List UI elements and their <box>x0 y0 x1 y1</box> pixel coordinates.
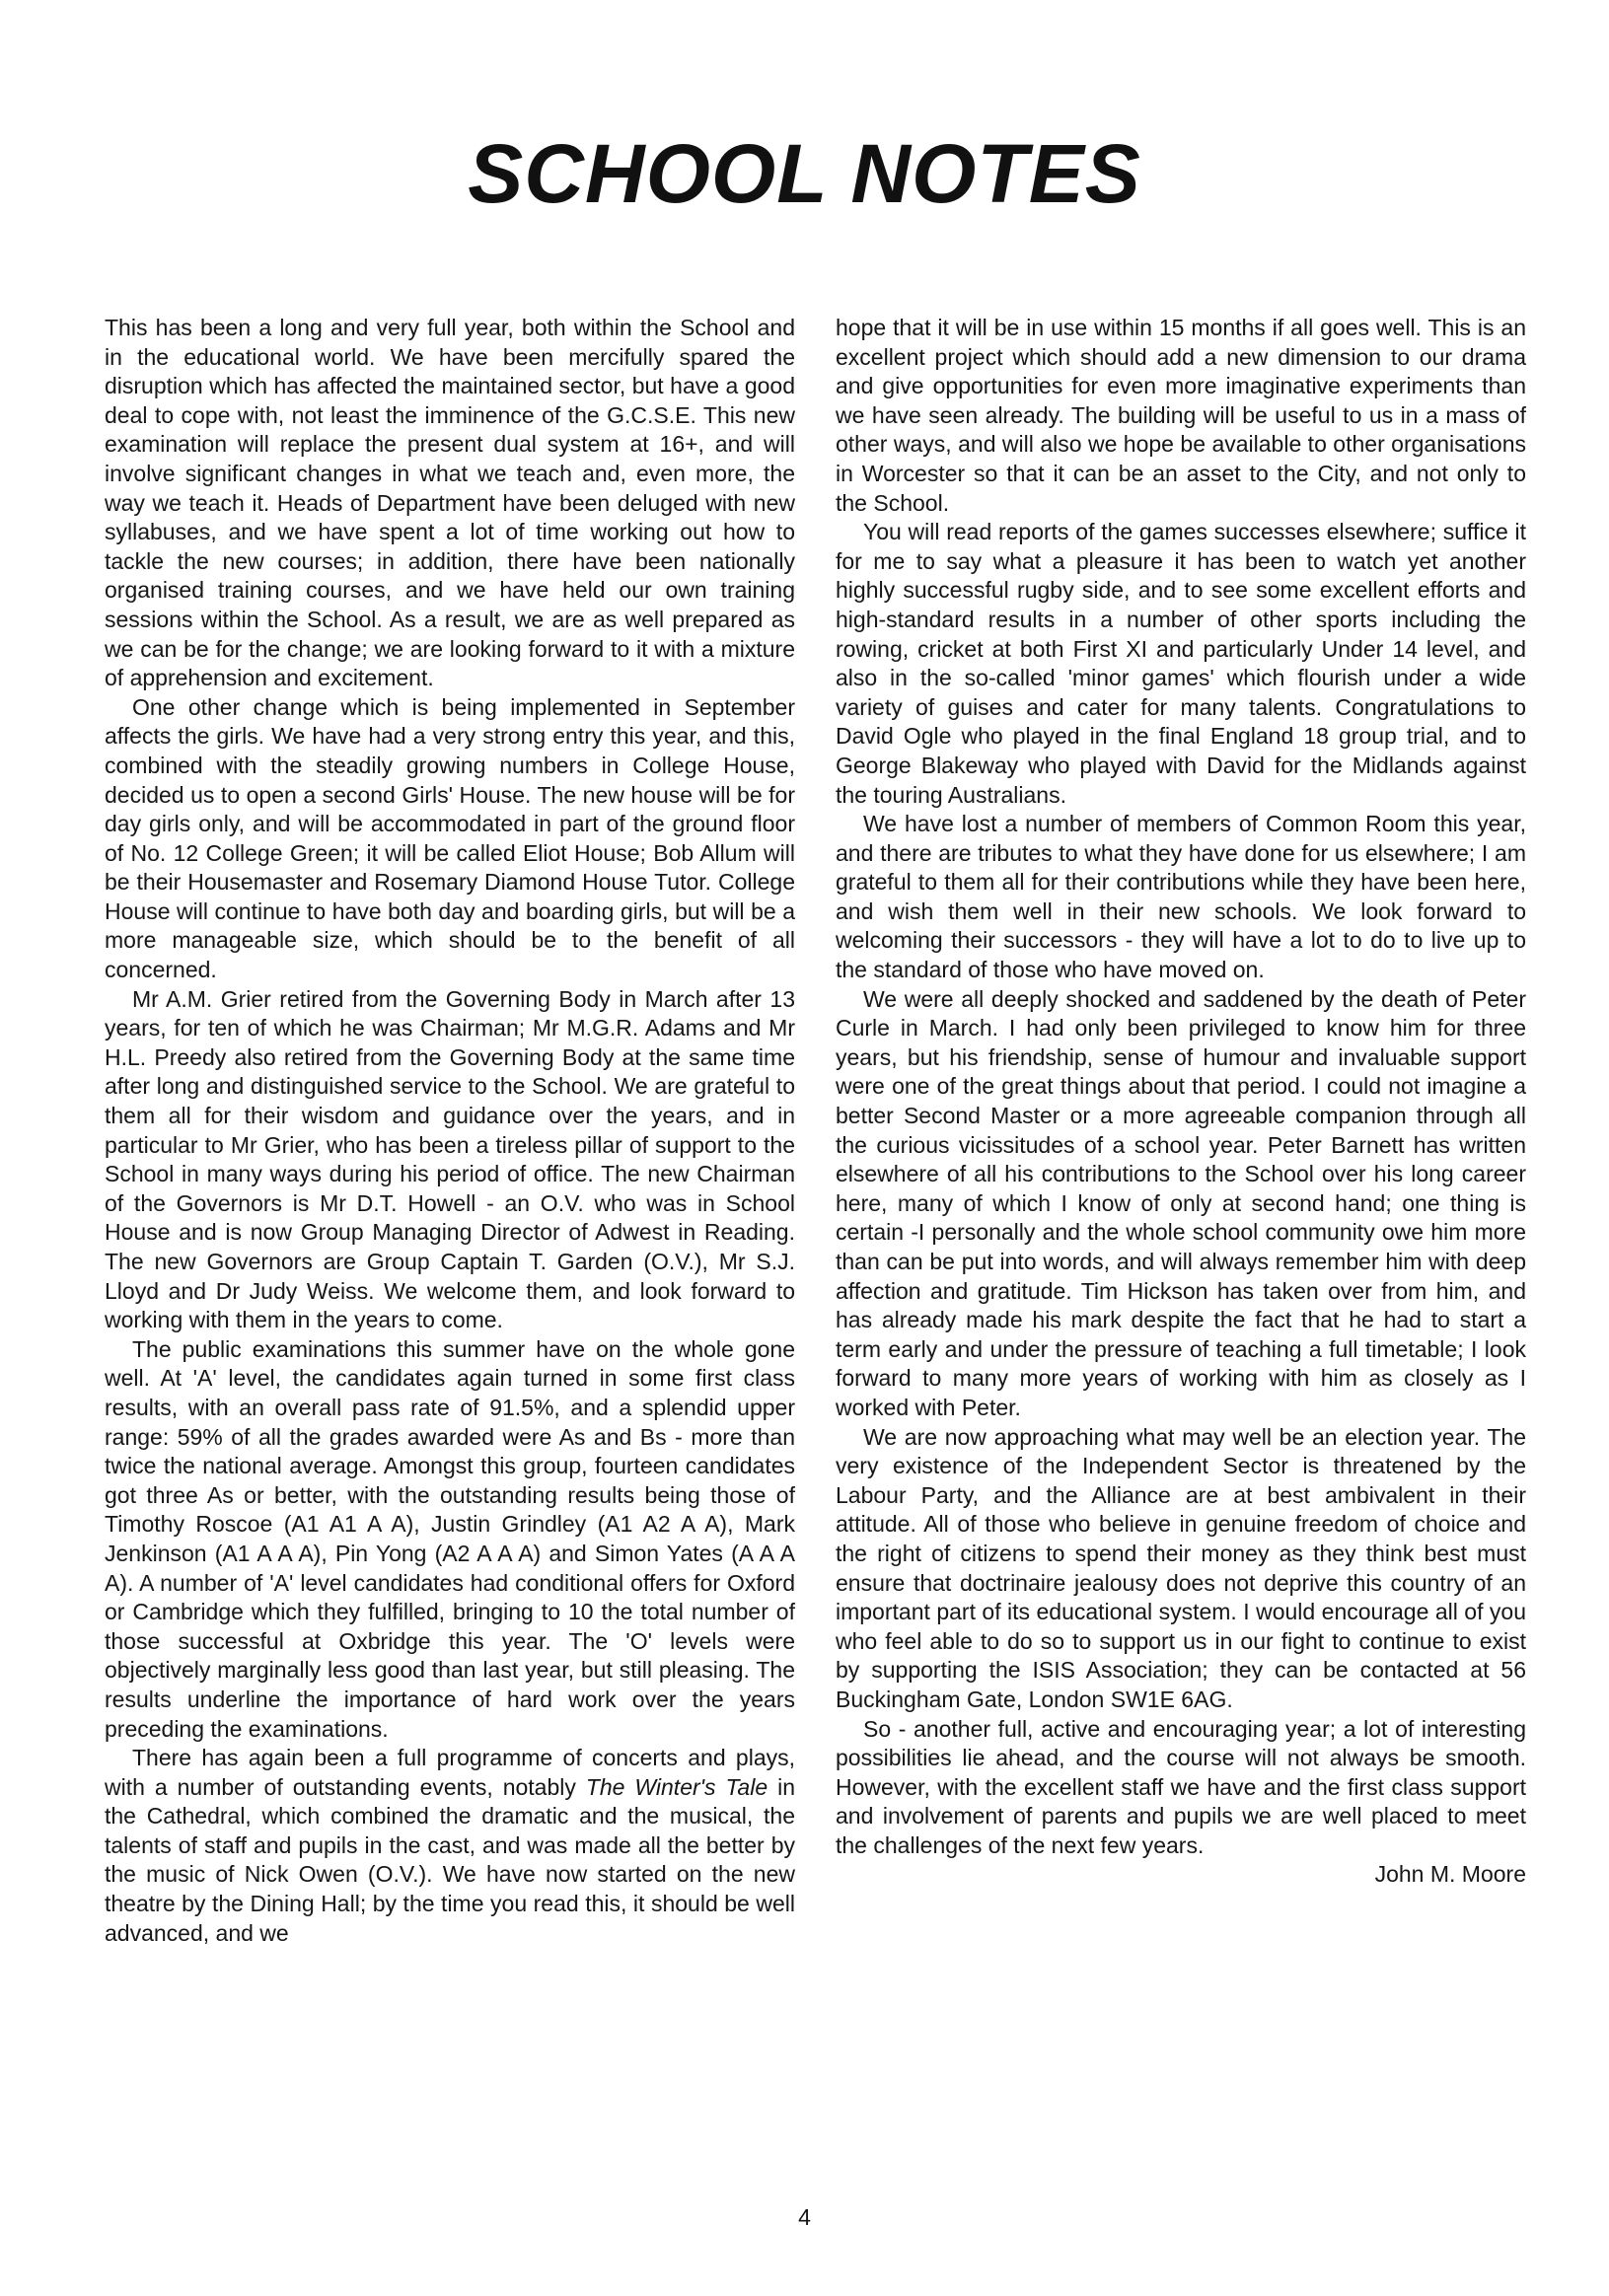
page-title: SCHOOL NOTES <box>468 127 1141 220</box>
paragraph: We were all deeply shocked and saddened by the death of Peter Curle in March. I had only been privileged to know him for three years, but his friendship, sense of humour and invaluable support were one of the great things about that period. I could not imagine a better Second Master or a more agreeable companion through all the curious vicissitudes of a school year. Peter Barnett has written elsewhere of all his contributions to the School over his long career here, many of which I know of only at second hand; one thing is certain -I personally and the whole school community owe him more than can be put into words, and will always remember him with deep affection and gratitude. Tim Hickson has taken over from him, and has already made his mark despite the fact that he had to start a term early and under the pressure of teaching a full timetable; I look forward to many more years of working with him as closely as I worked with Peter. <box>836 985 1526 1420</box>
paragraph: The public examinations this summer have on the whole gone well. At 'A' level, the candidates again turned in some first class results, with an overall pass rate of 91.5%, and a splendid upper range: 59% of all the grades awarded were As and Bs - more than twice the national average. Amongst this group, fourteen candidates got three As or better, with the outstanding results being those of Timothy Roscoe (A1 A1 A A), Justin Grindley (A1 A2 A A), Mark Jenkinson (A1 A A A), Pin Yong (A2 A A A) and Simon Yates (A A A A). A number of 'A' level candidates had conditional offers for Oxford or Cambridge which they fulfilled, bringing to 10 the total number of those successful at Oxbridge this year. The 'O' levels were objectively marginally less good than last year, but still pleasing. The results underline the importance of hard work over the years preceding the examinations. <box>105 1335 795 1742</box>
signature: John M. Moore <box>1374 1861 1526 1888</box>
play-title: The Winter's Tale <box>585 1773 768 1800</box>
left-column <box>105 314 795 1948</box>
paragraph-text: There has again been a full programme of concerts and plays, with a number of outstanding events, notably <box>105 1745 795 1800</box>
paragraph <box>105 1744 795 1948</box>
page-number: 4 <box>798 2204 811 2230</box>
paragraph: This has been a long and very full year, both within the School and in the educational world. We have been mercifully spared the disruption which has affected the maintained sector, but have a good deal to cope with, not least the imminence of the G.C.S.E. This new examination will replace the present dual system at 16+, and will involve significant changes in what we teach and, even more, the way we teach it. Heads of Department have been deluged with new syllabuses, and we have spent a lot of time working out how to tackle the new courses; in addition, there have been nationally organised training courses, and we have held our own training sessions within the School. As a result, we are as well prepared as we can be for the change; we are looking forward to it with a mixture of apprehension and excitement. <box>105 315 795 691</box>
paragraph: Mr A.M. Grier retired from the Governing Body in March after 13 years, for ten of which he was Chairman; Mr M.G.R. Adams and Mr H.L. Preedy also retired from the Governing Body at the same time after long and distinguished service to the School. We are grateful to them all for their wisdom and guidance over the years, and in particular to Mr Grier, who has been a tireless pillar of support to the School in many ways during his period of office. The new Chairman of the Governors is Mr D.T. Howell - an O.V. who was in School House and is now Group Managing Director of Adwest in Reading. The new Governors are Group Captain T. Garden (O.V.), Mr S.J. Lloyd and Dr Judy Weiss. We welcome them, and look forward to working with them in the years to come. <box>105 985 795 1333</box>
paragraph: You will read reports of the games successes elsewhere; suffice it for me to say what a pleasure it has been to watch yet another highly successful rugby side, and to see some excellent efforts and high-standard results in a number of other sports including the rowing, cricket at both First XI and particularly Under 14 level, and also in the so-called 'minor games' which flourish under a wide variety of guises and cater for many talents. Congratulations to David Ogle who played in the final England 18 group trial, and to George Blakeway who played with David for the Midlands against the touring Australians. <box>836 519 1526 808</box>
paragraph: hope that it will be in use within 15 months if all goes well. This is an excellent project which should add a new dimension to our drama and give opportunities for even more imaginative experiments than we have seen already. The building will be useful to us in a mass of other ways, and will also we hope be available to other organisations in Worcester so that it can be an asset to the City, and not only to the School. <box>836 315 1526 516</box>
paragraph-text: in the Cathedral, which combined the dramatic and the musical, the talents of staff and pupils in the cast, and was made all the better by the music of Nick Owen (O.V.). We have now started on the new theatre by the Dining Hall; by the time you read this, it should be well advanced, and we <box>105 1773 795 1946</box>
paragraph: We have lost a number of members of Common Room this year, and there are tributes to what they have done for us elsewhere; I am grateful to them all for their contributions while they have been here, and wish them well in their new schools. We look forward to welcoming their successors - they will have a lot to do to live up to the standard of those who have moved on. <box>836 811 1526 983</box>
paragraph: So - another full, active and encouraging year; a lot of interesting possibilities lie ahead, and the course will not always be smooth. However, with the excellent staff we have and the first class support and involvement of parents and pupils we are well placed to meet the challenges of the next few years. <box>836 1715 1526 1858</box>
paragraph: One other change which is being implemented in September affects the girls. We have had a very strong entry this year, and this, combined with the steadily growing numbers in College House, decided us to open a second Girls' House. The new house will be for day girls only, and will be accommodated in part of the ground floor of No. 12 College Green; it will be called Eliot House; Bob Allum will be their Housemaster and Rosemary Diamond House Tutor. College House will continue to have both day and boarding girls, but will be a more manageable size, which should be to the benefit of all concerned. <box>105 693 795 983</box>
right-column <box>836 314 1526 1890</box>
paragraph: We are now approaching what may well be an election year. The very existence of the Independent Sector is threatened by the Labour Party, and the Alliance are at best ambivalent in their attitude. All of those who believe in genuine freedom of choice and the right of citizens to spend their money as they think best must ensure that doctrinaire jealousy does not deprive this country of an important part of its educational system. I would encourage all of you who feel able to do so to support us in our fight to continue to exist by supporting the ISIS Association; they can be contacted at 56 Buckingham Gate, London SW1E 6AG. <box>836 1423 1526 1712</box>
